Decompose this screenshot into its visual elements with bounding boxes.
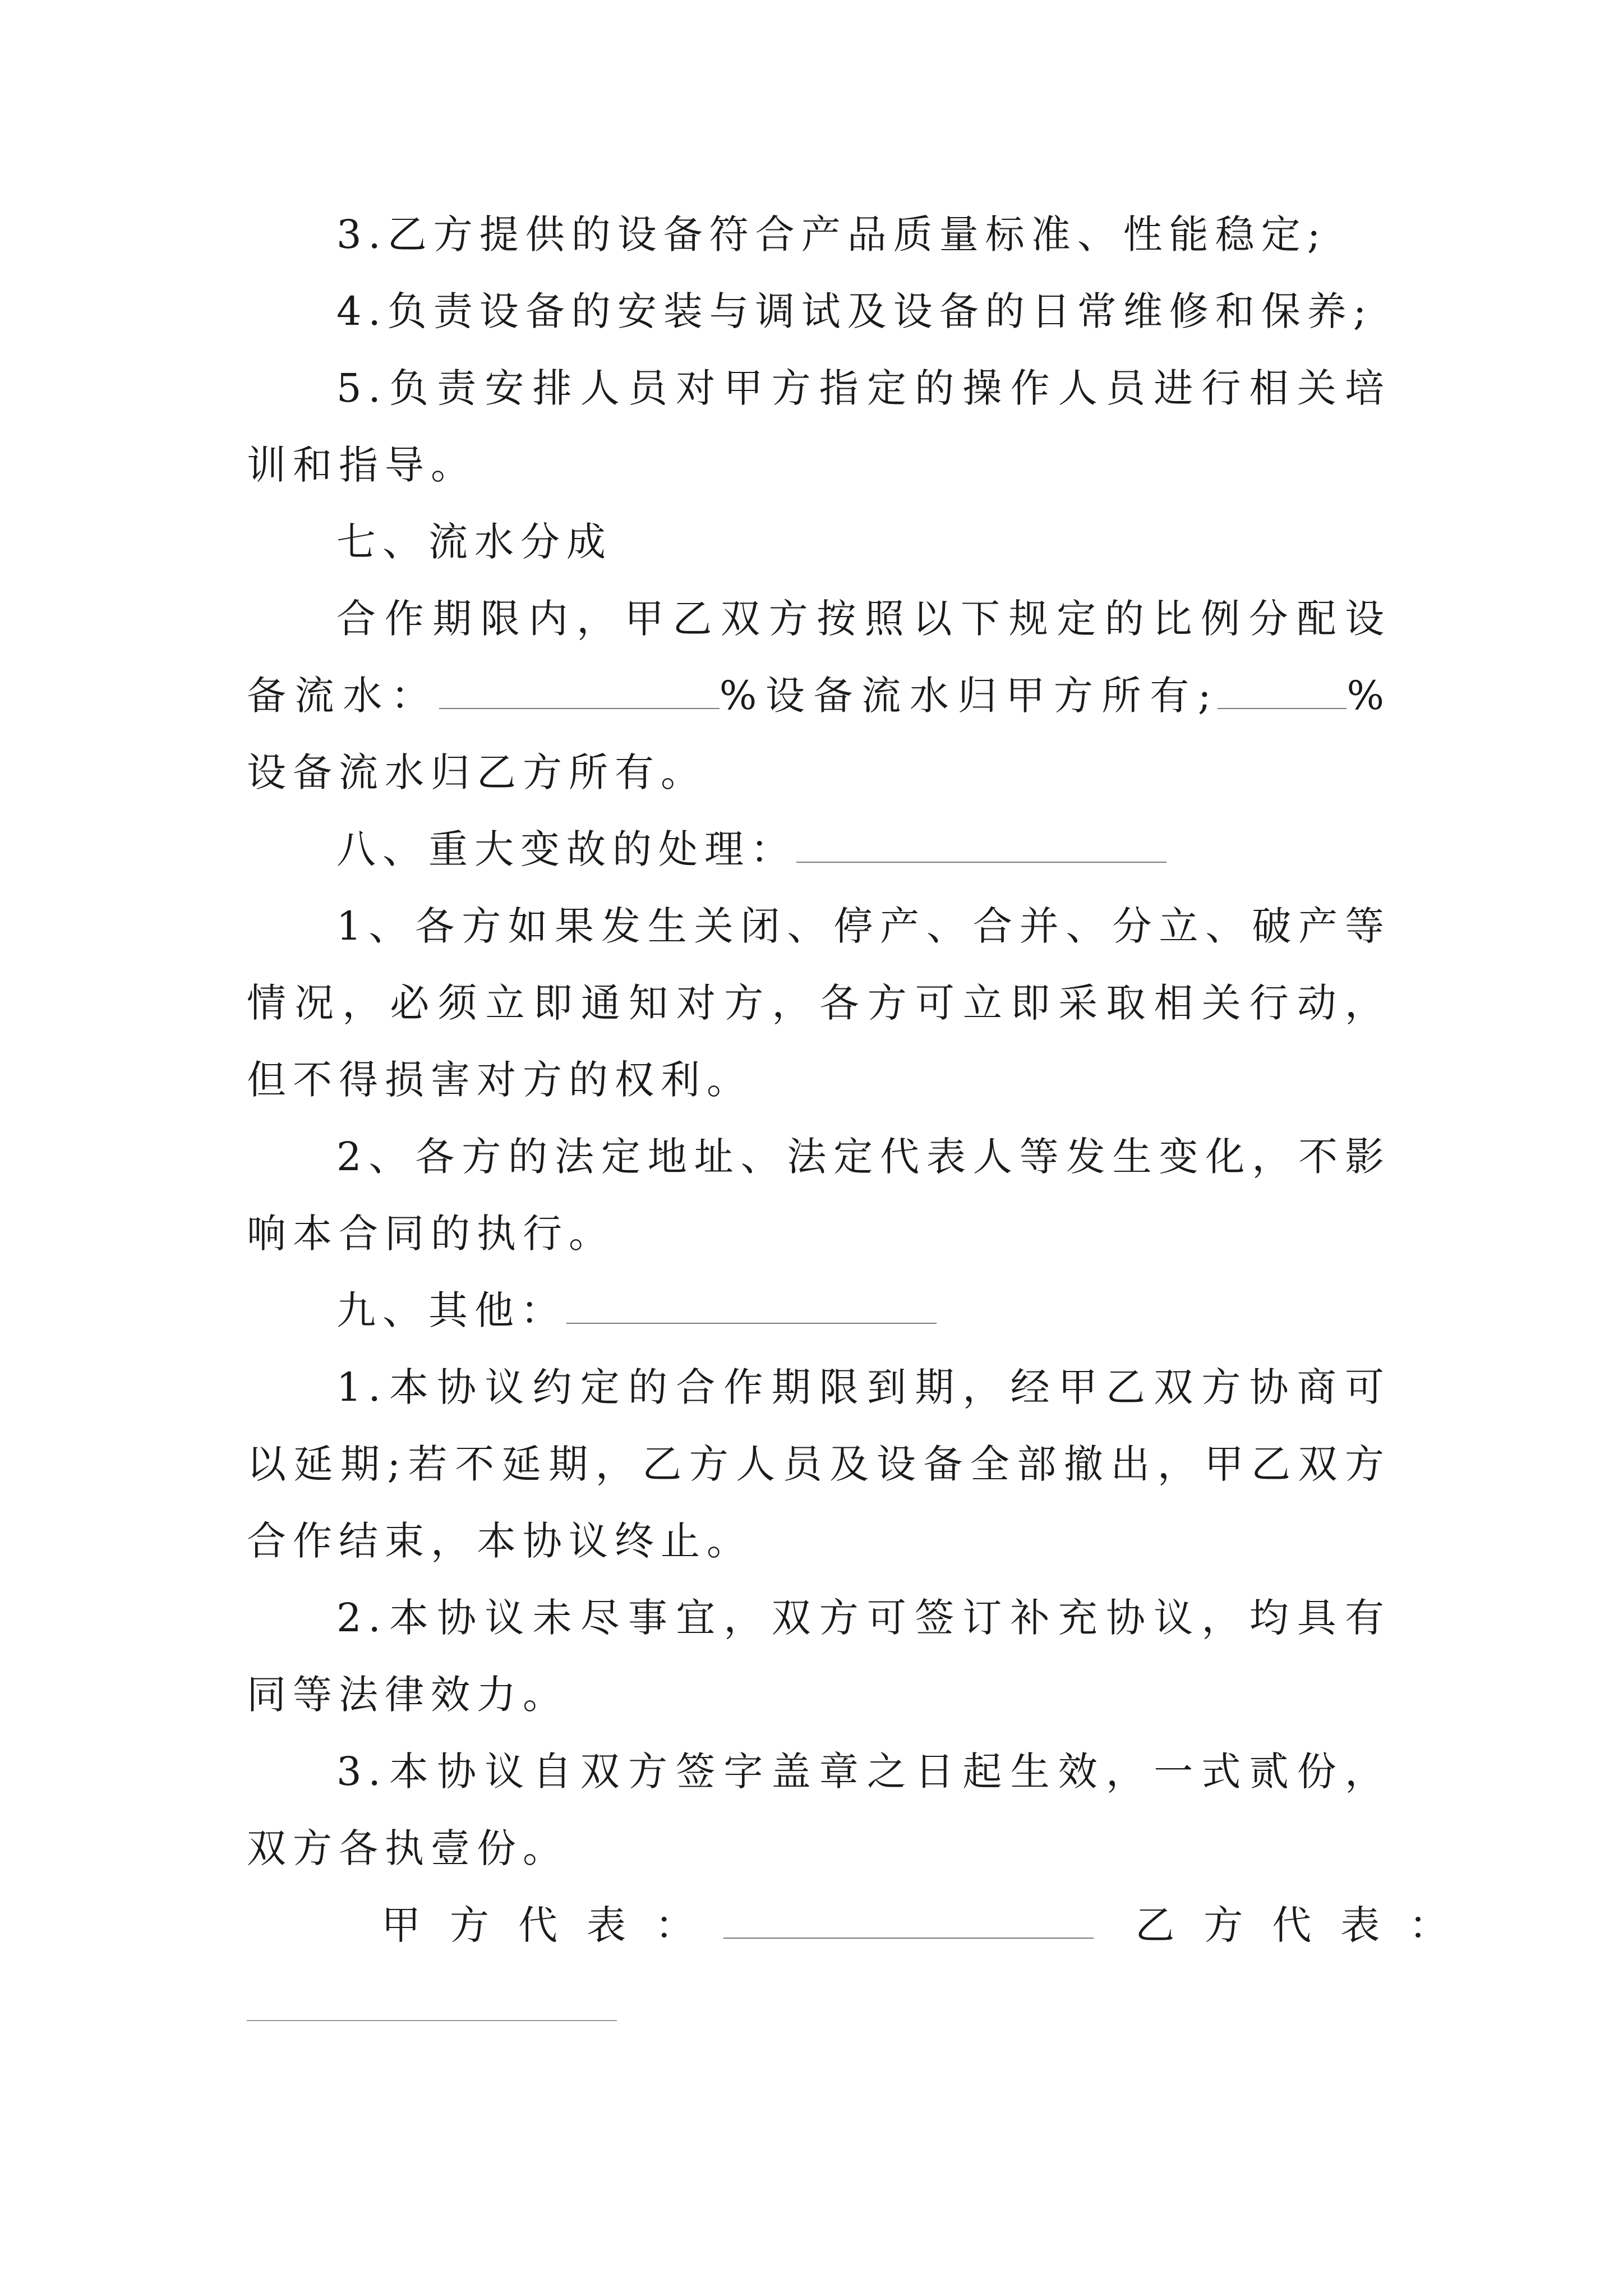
section-8-blank[interactable] (796, 813, 1166, 863)
section-7-heading: 七、流水分成 (336, 519, 612, 565)
clause-6-4: 4.负责设备的安装与调试及设备的日常维修和保养; (336, 288, 1373, 334)
section-8-heading: 八、重大变故的处理： (336, 826, 796, 872)
section-9-heading: 九、其他： (336, 1287, 566, 1333)
signature-line (247, 1887, 1478, 1964)
document-page (247, 196, 1478, 1992)
section-8-heading-line (247, 811, 1391, 888)
clause-6-3: 3.乙方提供的设备符合产品质量标准、性能稳定; (336, 211, 1327, 257)
party-a-signature-blank[interactable] (723, 1889, 1094, 1939)
party-b-representative-label: 乙方代表： (1135, 1902, 1478, 1948)
party-a-percent-blank[interactable] (439, 660, 720, 709)
section-9-blank[interactable] (566, 1274, 937, 1324)
party-a-share-text: %设备流水归甲方所有; (719, 673, 1218, 719)
party-b-percent-blank[interactable] (1218, 660, 1347, 709)
clause-9-2: 2.本协议未尽事宜，双方可签订补充协议，均具有同等法律效力。 (247, 1595, 1391, 1718)
revenue-lead-text: 合作期限内，甲乙双方按照以下规定的比例分配设备流水： (247, 596, 1391, 719)
party-a-representative-label: 甲方代表： (381, 1902, 723, 1948)
clause-6-5: 5.负责安排人员对甲方指定的操作人员进行相关培训和指导。 (247, 365, 1391, 488)
party-b-signature-row (247, 1970, 1391, 1992)
section-9-heading-line (247, 1272, 1391, 1349)
clause-8-2: 2、各方的法定地址、法定代表人等发生变化，不影响本合同的执行。 (247, 1134, 1391, 1257)
party-b-share-text: %设备流水归乙方所有。 (247, 673, 1391, 795)
clause-9-3: 3.本协议自双方签字盖章之日起生效，一式贰份，双方各执壹份。 (247, 1749, 1391, 1871)
clause-8-1: 1、各方如果发生关闭、停产、合并、分立、破产等情况，必须立即通知对方，各方可立即采取相关行动，但不得损害对方的权利。 (247, 903, 1391, 1103)
party-b-signature-blank[interactable] (247, 2003, 617, 2021)
clause-9-1: 1.本协议约定的合作期限到期，经甲乙双方协商可以延期;若不延期，乙方人员及设备全部撤出，甲乙双方合作结束，本协议终止。 (247, 1364, 1391, 1564)
revenue-share-clause (247, 581, 1391, 811)
